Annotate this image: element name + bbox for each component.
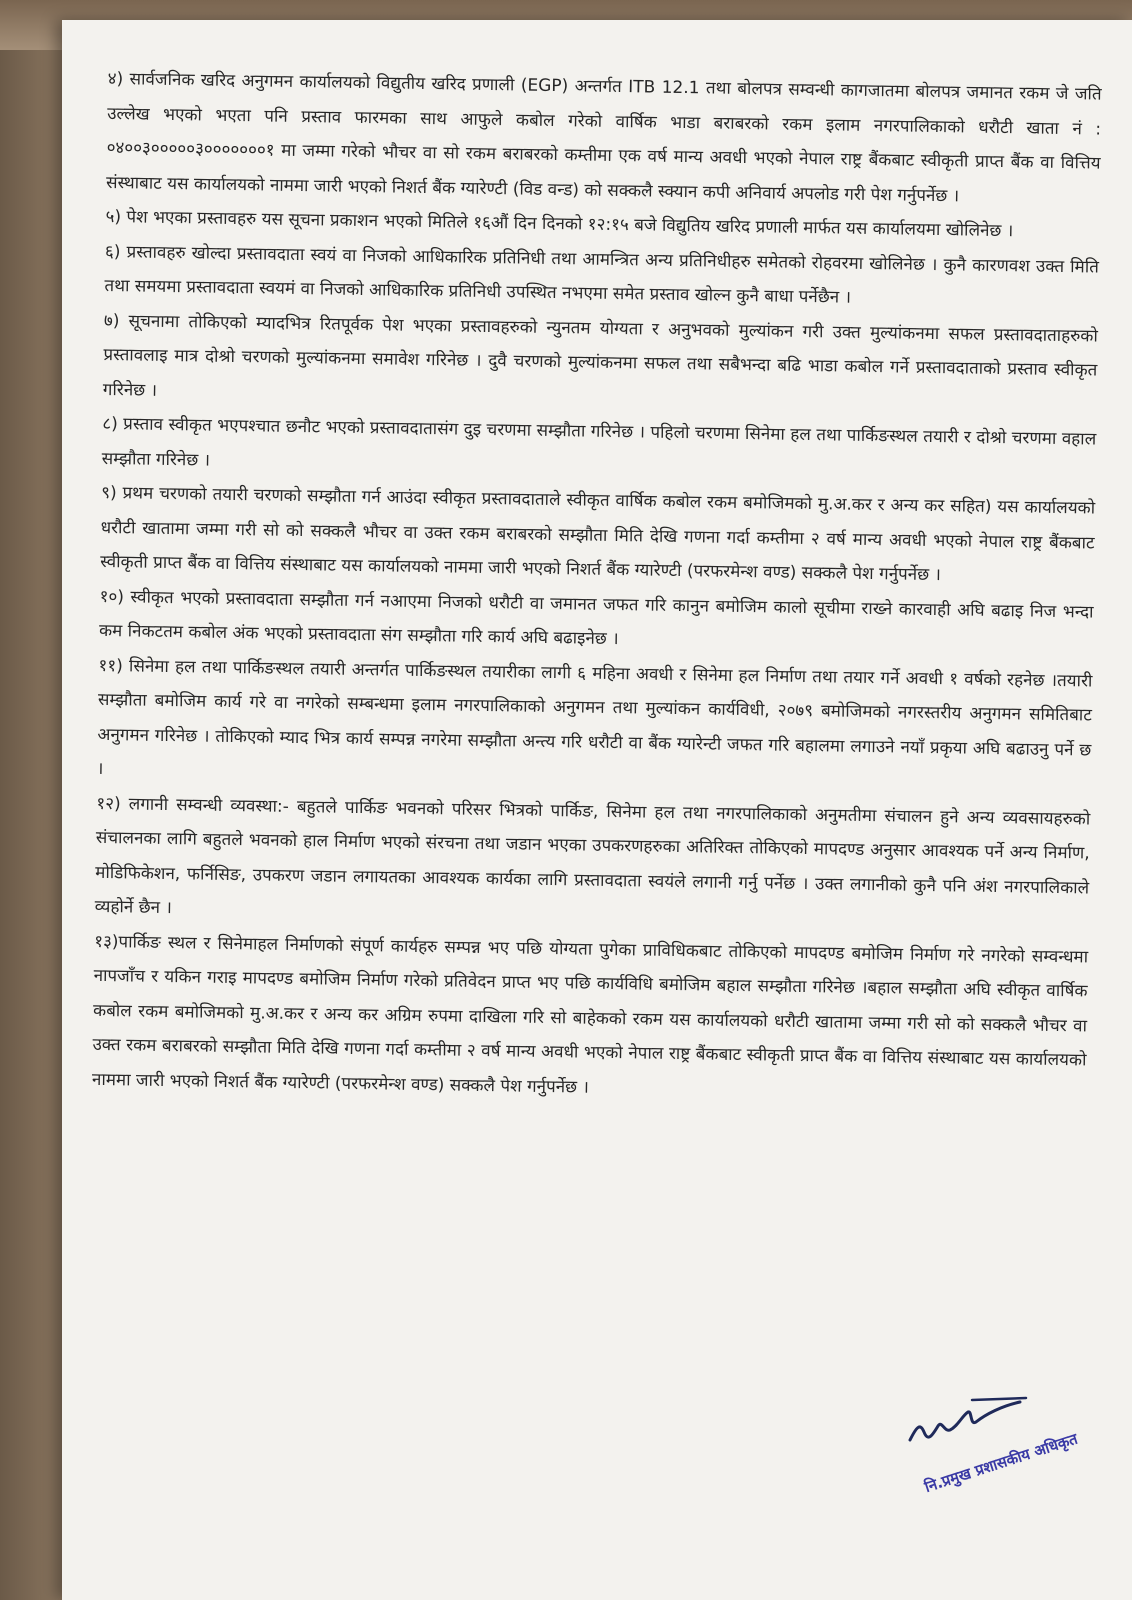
paragraph-5: ५) पेश भएका प्रस्तावहरु यस सूचना प्रकाशन भएको मितिले १६औं दिन दिनको १२:१५ बजे विद्युतिय खरिद प्रणाली मार्फत यस कार्यालयमा खोलिनेछ ।: [105, 206, 1014, 242]
paragraph-9: ९) प्रथम चरणको तयारी चरणको सम्झौता गर्न आउंदा स्वीकृत प्रस्तावदाताले स्वीकृत वार्षिक कबोल रकम बमोजिमको मु.अ.कर र अन्य कर सहित) यस कार्यालयको धरौटी खातामा जम्मा गरी सो को सक्कलै भौचर वा उक्त रकम बराबरको सम्झौता मिति देखि गणना गर्दा कम्तीमा २ वर्ष मान्य अवधी भएको नेपाल राष्ट्र बैंकबाट स्वीकृती प्राप्त बैंक वा वित्तिय संस्थाबाट यस कार्यालयको नाममा जारी भएको निशर्त बैंक ग्यारेण्टी (परफरमेन्श वण्ड) सक्कलै पेश गर्नुपर्नेछ ।: [99, 482, 1096, 586]
paragraph-10: १०) स्वीकृत भएको प्रस्तावदाता सम्झौता गर्न नआएमा निजको धरौटी वा जमानत जफत गरि कानुन बमोजिम कालो सूचीमा राख्ने कारवाही अघि बढाइ निज भन्दा कम निकटतम कबोल अंक भएको प्रस्तावदाता संग सम्झौता गरि कार्य अघि बढाइनेछ ।: [98, 586, 1094, 650]
document-body: [92, 62, 1102, 1112]
signatory-title: नि.प्रमुख प्रशासकीय अधिकृत: [922, 1429, 1080, 1497]
paragraph-6: ६) प्रस्तावहरु खोल्दा प्रस्तावदाता स्वयं वा निजको आधिकारिक प्रतिनिधी तथा आमन्त्रित अन्य प्रतिनिधीहरु समेतको रोहवरमा खोलिनेछ । कुनै कारणवश उक्त मिति तथा समयमा प्रस्तावदाता स्वयमं वा निजको आधिकारिक प्रतिनिधी उपस्थित नभएमा समेत प्रस्ताव खोल्न कुनै बाधा पर्नेछैन ।: [104, 241, 1100, 308]
paragraph-4: ४) सार्वजनिक खरिद अनुगमन कार्यालयको विद्युतीय खरिद प्रणाली (EGP) अन्तर्गत ITB 12.1 तथा बोलपत्र सम्वन्धी कागजातमा बोलपत्र जमानत रकम जे जति उल्लेख भएको भएता पनि प्रस्ताव फारमका साथ आफुले कबोल गरेको वार्षिक भाडा बराबरको रकम इलाम नगरपालिकाको धरौटी खाता नं : ०४००३०००००३०००००००१ मा जम्मा गरेको भौचर वा सो रकम बराबरको कम्तीमा एक वर्ष मान्य अवधी भएको नेपाल राष्ट्र बैंकबाट स्वीकृती प्राप्त बैंक वा वित्तिय संस्थाबाट यस कार्यालयको नाममा जारी भएको निशर्त बैंक ग्यारेण्टी (विड वन्ड) को सक्कलै स्क्यान कपी अनिवार्य अपलोड गरी पेश गर्नुपर्नेछ ।: [105, 68, 1102, 206]
paragraph-8: ८) प्रस्ताव स्वीकृत भएपश्चात छनौट भएको प्रस्तावदातासंग दुइ चरणमा सम्झौता गरिनेछ । पहिलो चरणमा सिनेमा हल तथा पार्किङस्थल तयारी र दोश्रो चरणमा वहाल सम्झौता गरिनेछ ।: [101, 413, 1097, 471]
paragraph-7: ७) सूचनामा तोकिएको म्यादभित्र रितपूर्वक पेश भएका प्रस्तावहरुको न्युनतम योग्यता र अनुभवको मुल्यांकन गरी उक्त मुल्यांकनमा सफल प्रस्तावदाताहरुको प्रस्तावलाइ मात्र दोश्रो चरणको मुल्यांकनमा समावेश गरिनेछ । दुवै चरणको मुल्यांकनमा सफल तथा सबैभन्दा बढि भाडा कबोल गर्ने प्रस्तावदाताको प्रस्ताव स्वीकृत गरिनेछ ।: [102, 310, 1098, 401]
paragraph-11: ११) सिनेमा हल तथा पार्किङस्थल तयारी अन्तर्गत पार्किङस्थल तयारीका लागी ६ महिना अवधी र सिनेमा हल निर्माण तथा तयार गर्ने अवधी १ वर्षको रहनेछ ।तयारी सम्झौता बमोजिम कार्य गरे वा नगरेको सम्बन्धमा इलाम नगरपालिकाको अनुगमन तथा मुल्यांकन कार्यविधी, २०७९ बमोजिमको नगरस्तरीय अनुगमन समितिबाट अनुगमन गरिनेछ । तोकिएको म्याद भित्र कार्य सम्पन्न नगरेमा सम्झौता अन्त्य गरि धरौटी वा बैंक ग्यारेन्टी जफत गरि बहालमा लगाउने नयाँ प्रकृया अघि बढाउनु पर्ने छ ।: [96, 655, 1093, 780]
paragraph-12: १२) लगानी सम्वन्धी व्यवस्था:- बहुतले पार्किङ भवनको परिसर भित्रको पार्किङ, सिनेमा हल तथा नगरपालिकाको अनुमतीमा संचालन हुने अन्य व्यवसायहरुको संचालनका लागि बहुतले भवनको हाल निर्माण भएको संरचना तथा जडान भएका उपकरणहरुका अतिरिक्त तोकिएको मापदण्ड अनुसार आवश्यक पर्ने अन्य निर्माण, मोडिफिकेशन, फर्निसिङ, उपकरण जडान लगायतका आवश्यक कार्यका लागि प्रस्तावदाता स्वयंले लगानी गर्नु पर्नेछ । उक्त लगानीको कुनै पनि अंश नगरपालिकाले व्यहोर्ने छैन ।: [94, 793, 1091, 919]
document-page: [62, 20, 1132, 1600]
signature-block: [862, 1392, 1102, 1532]
handwritten-signature: [902, 1392, 1032, 1452]
paragraph-13: १३)पार्किङ स्थल र सिनेमाहल निर्माणको संपूर्ण कार्यहरु सम्पन्न भए पछि योग्यता पुगेका प्राविधिकबाट तोकिएको मापदण्ड बमोजिम निर्माण गरे नगरेको सम्वन्धमा नापजाँच र यकिन गराइ मापदण्ड बमोजिम निर्माण गरेको प्रतिवेदन प्राप्त भए पछि कार्यविधि बमोजिम बहाल सम्झौता गरिनेछ ।बहाल सम्झौता अघि स्वीकृत वार्षिक कबोल रकम बमोजिमको मु.अ.कर र अन्य कर अग्रिम रुपमा दाखिला गरि सो बाहेकको रकम यस कार्यालयको धरौटी खातामा जम्मा गरी सो को सक्कलै भौचर वा उक्त रकम बराबरको सम्झौता मिति देखि गणना गर्दा कम्तीमा २ वर्ष मान्य अवधी भएको नेपाल राष्ट्र बैंकबाट स्वीकृती प्राप्त बैंक वा वित्तिय संस्थाबाट यस कार्यालयको नाममा जारी भएको निशर्त बैंक ग्यारेण्टी (परफरमेन्श वण्ड) सक्कलै पेश गर्नुपर्नेछ ।: [91, 931, 1089, 1098]
